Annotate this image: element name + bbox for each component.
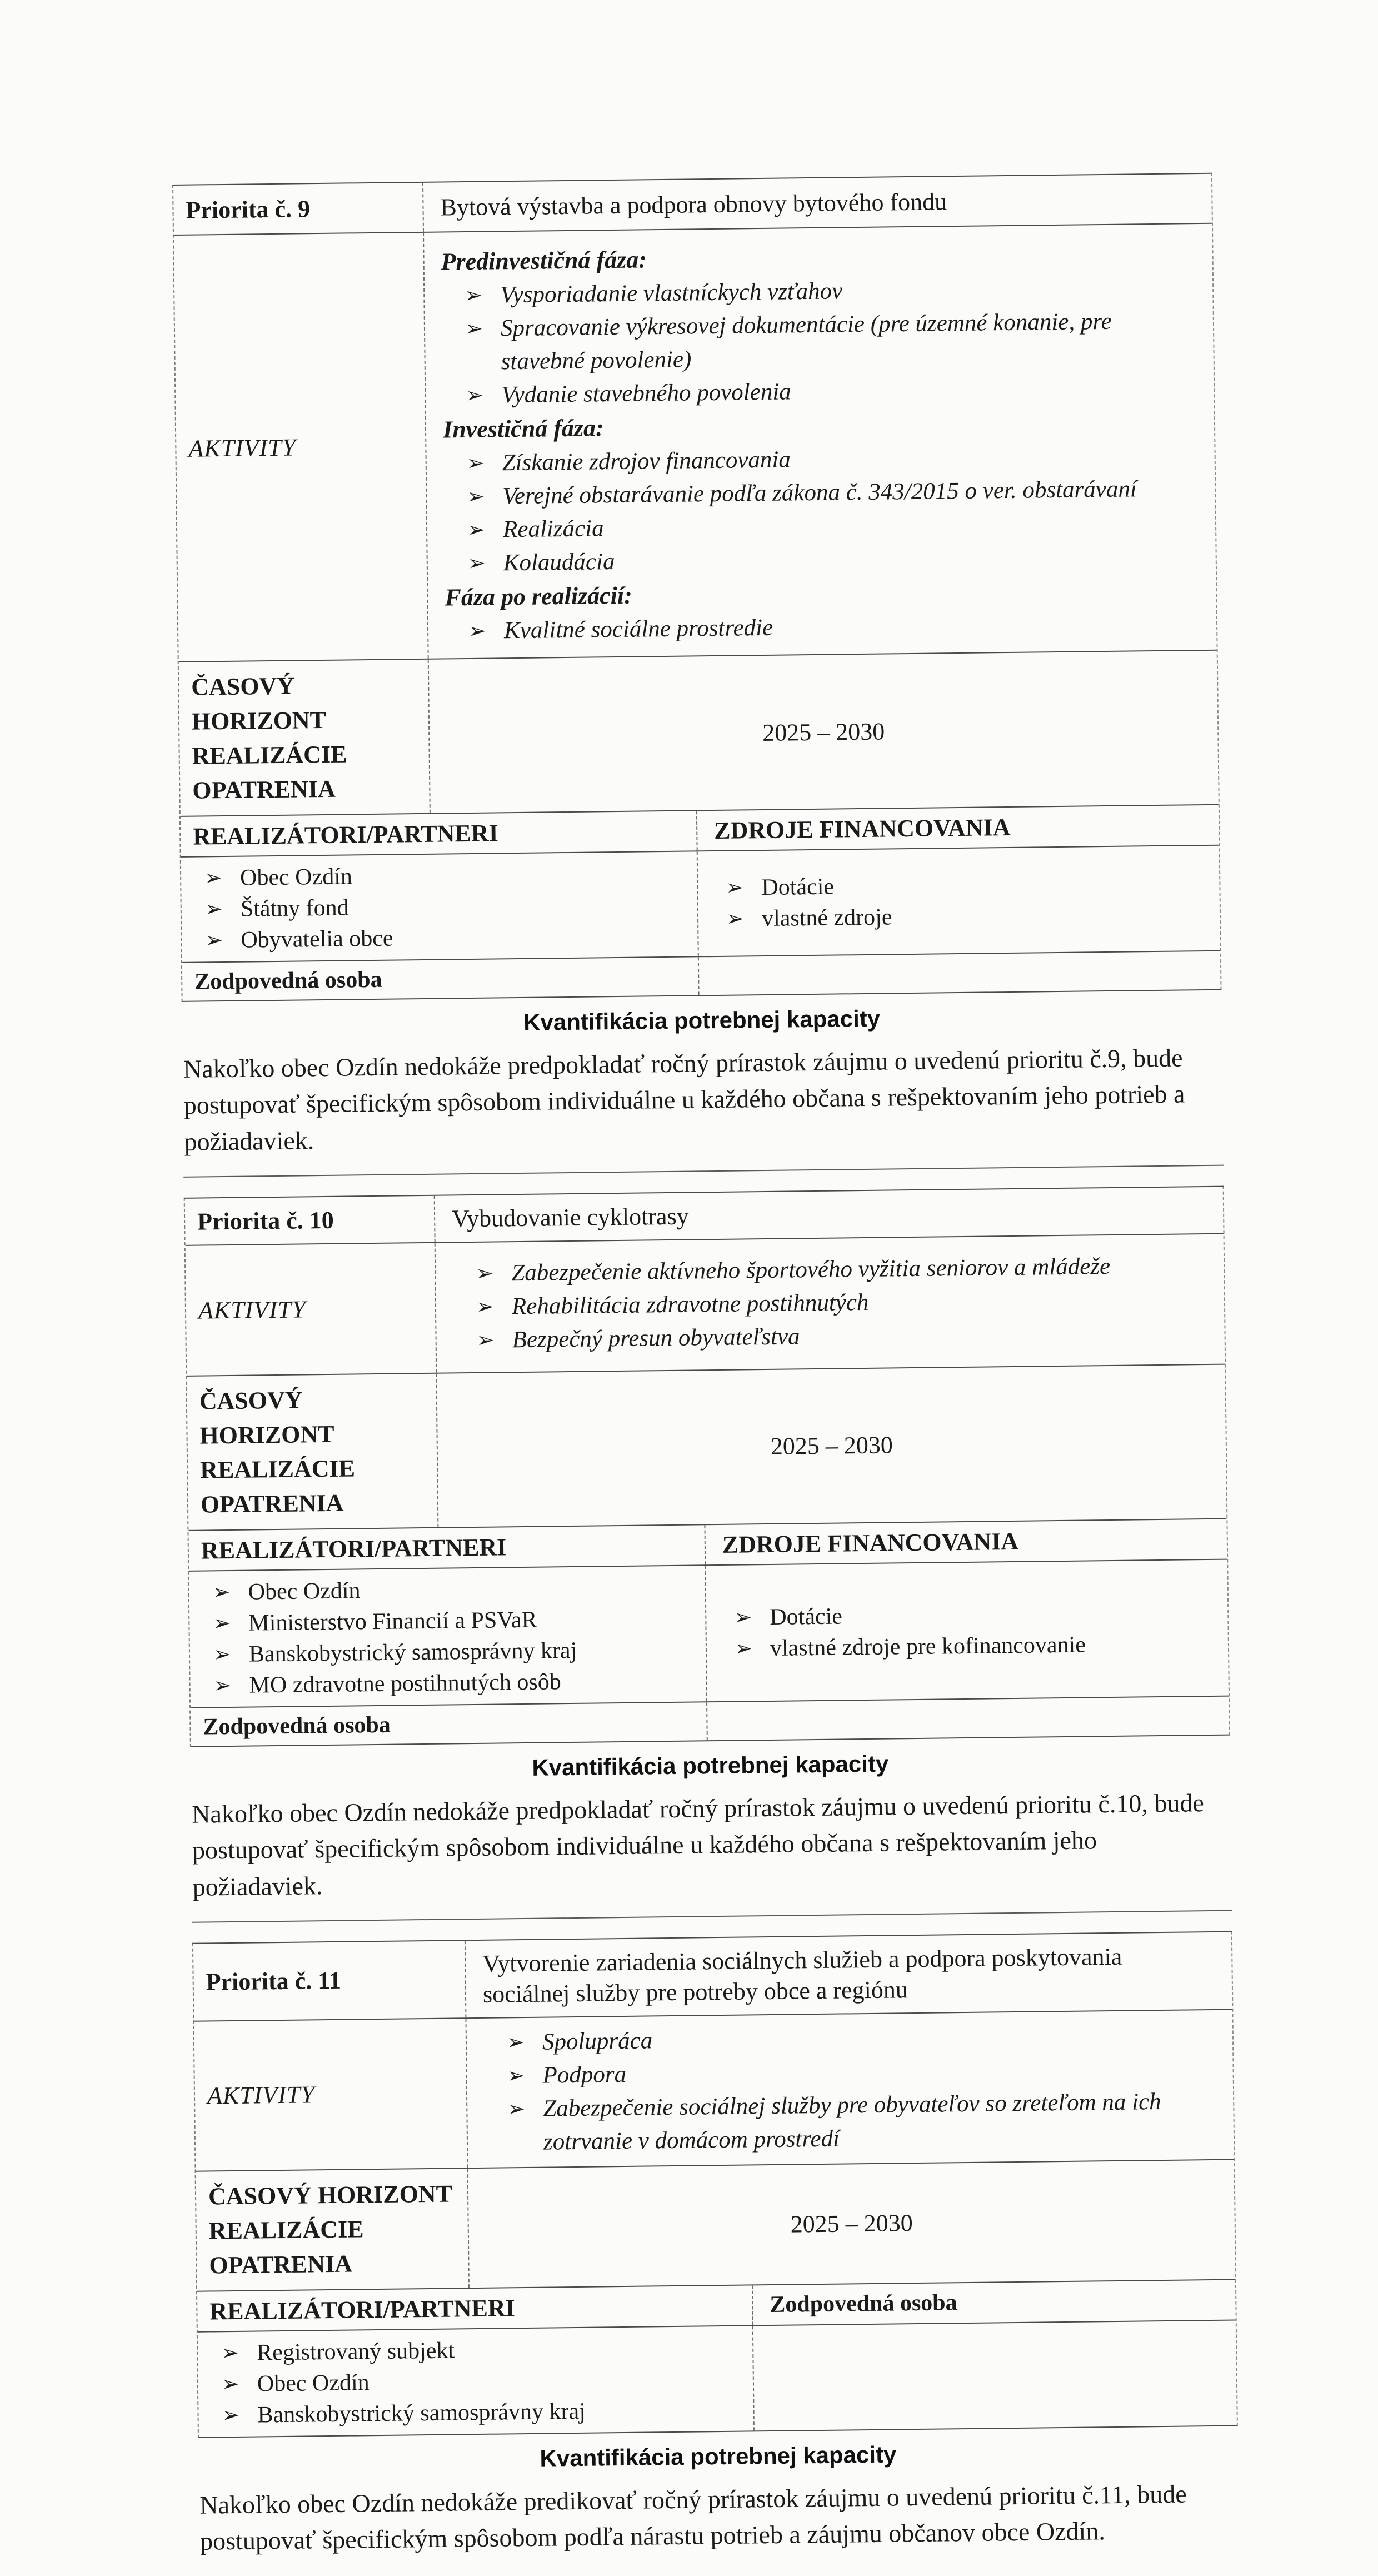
list-item-text: Vysporiadanie vlastníckych vzťahov (500, 278, 843, 308)
arrow-bullet-icon: ➢ (204, 866, 223, 890)
arrow-bullet-icon: ➢ (476, 1296, 495, 1319)
activities-label-cell (174, 233, 429, 661)
list-item-text: Ministerstvo Financií a PSVaR (248, 1607, 537, 1636)
priority-title: Vytvorenie zariadenia sociálnych služieb a podpora poskytovania sociálnej služby pre potreby obce a regiónu (482, 1942, 1122, 2008)
activities-row (194, 2009, 1234, 2170)
list-item-text: Podpora (542, 2061, 627, 2089)
activities-list (424, 224, 1217, 659)
list-item-text: Realizácia (502, 515, 604, 543)
activity-phase-heading: Fáza po realizácií: (445, 581, 633, 611)
arrow-bullet-icon: ➢ (205, 929, 223, 953)
time-horizon-value-cell (468, 2160, 1235, 2288)
partners-header: REALIZÁTORI/PARTNERI (201, 1533, 507, 1564)
list-item (442, 304, 1197, 379)
arrow-bullet-icon: ➢ (221, 2341, 239, 2365)
list-item-text: Vydanie stavebného povolenia (501, 378, 792, 408)
priority-9-table (172, 173, 1222, 1002)
arrow-bullet-icon: ➢ (506, 2030, 525, 2055)
arrow-bullet-icon: ➢ (476, 1262, 494, 1286)
list-item (202, 1665, 694, 1701)
list-item (715, 867, 1203, 904)
list-item (211, 2394, 741, 2431)
list-item (202, 1633, 694, 1670)
list-item-text: Obec Ozdín (239, 864, 353, 891)
partners-list (189, 1566, 707, 1707)
priority-title-cell (435, 1187, 1224, 1242)
partners-header-cell (188, 1525, 706, 1571)
list-item-text: Spolupráca (542, 2027, 653, 2055)
list-item-text: Registrovaný subjekt (257, 2338, 455, 2366)
arrow-bullet-icon: ➢ (466, 451, 485, 476)
scanned-document-page (172, 173, 1240, 2576)
list-item-text: Dotácie (770, 1603, 843, 1630)
arrow-bullet-icon: ➢ (507, 2097, 526, 2121)
partners-header: REALIZÁTORI/PARTNERI (193, 819, 498, 850)
arrow-bullet-icon: ➢ (726, 876, 744, 900)
priority-title: Vybudovanie cyklotrasy (451, 1202, 689, 1233)
arrow-bullet-icon: ➢ (222, 2403, 240, 2428)
funding-list (706, 1560, 1229, 1702)
arrow-bullet-icon: ➢ (726, 907, 745, 931)
responsible-person-label: Zodpovedná osoba (203, 1712, 391, 1740)
activities-label-cell (186, 1243, 437, 1376)
arrow-bullet-icon: ➢ (467, 518, 486, 542)
priority-label-cell (173, 183, 424, 235)
list-item (193, 858, 685, 894)
capacity-heading: Kvantifikácia potrebnej kapacity (532, 1750, 889, 1781)
responsible-person-label: Zodpovedná osoba (770, 2290, 957, 2318)
list-item-text: MO zdravotne postihnutých osôb (249, 1669, 561, 1698)
list-item-text: Banskobystrický samosprávny kraj (248, 1637, 577, 1667)
partners-funding-list-row (181, 845, 1220, 962)
partners-header-cell (181, 811, 698, 856)
priority-11-table (192, 1931, 1238, 2438)
partners-funding-list-row (189, 1559, 1229, 1707)
priority-label: Priorita č. 9 (186, 195, 311, 224)
priority-10-table (184, 1186, 1230, 1747)
activities-label-cell (194, 2019, 468, 2171)
arrow-bullet-icon: ➢ (734, 1606, 752, 1630)
activities-label: AKTIVITY (198, 1296, 307, 1324)
responsible-person-cell (191, 1702, 708, 1746)
responsible-header-cell (753, 2280, 1236, 2325)
time-horizon-label-cell (187, 1374, 438, 1530)
funding-list (698, 846, 1220, 956)
arrow-bullet-icon: ➢ (221, 2372, 239, 2396)
priority-row (193, 1932, 1232, 2020)
priority-title: Bytová výstavba a podpora obnovy bytového fondu (440, 187, 947, 221)
partners-list (181, 851, 699, 962)
responsible-person-cell (182, 957, 700, 1001)
list-item-text: Štátny fond (240, 895, 349, 922)
time-horizon-row (196, 2159, 1235, 2290)
time-horizon-value: 2025 – 2030 (770, 1431, 893, 1461)
activities-label: AKTIVITY (188, 433, 297, 462)
responsible-value-cell (753, 2320, 1237, 2430)
capacity-paragraph: Nakoľko obec Ozdín nedokáže predikovať ročný prírastok záujmu o uvedenú prioritu č.11, bude postupovať špecifickým spôsobom podľa nárastu potrieb a záujmu občanov obce Ozdín. (199, 2479, 1187, 2555)
time-horizon-row (179, 650, 1219, 816)
list-item-text: Zabezpečenie sociálnej služby pre obyvateľov so zreteľom na ich zotrvanie v domácom prostredí (543, 2088, 1161, 2155)
time-horizon-row (187, 1364, 1226, 1530)
list-item-text: Zabezpečenie aktívneho športového vyžitia seniorov a mládeže (511, 1253, 1111, 1287)
activities-list (466, 2010, 1234, 2168)
arrow-bullet-icon: ➢ (466, 383, 484, 408)
activity-phase-heading: Predinvestičná fáza: (441, 246, 647, 276)
list-item-text: Bezpečný presun obyvateľstva (512, 1323, 800, 1353)
priority-label: Priorita č. 10 (197, 1206, 334, 1235)
priority-title-cell (423, 174, 1212, 232)
arrow-bullet-icon: ➢ (213, 1642, 232, 1667)
activities-row (174, 223, 1217, 661)
list-item (484, 2085, 1217, 2160)
priority-title-cell (466, 1932, 1232, 2017)
list-item-text: Verejné obstarávanie podľa zákona č. 343/2015 o ver. obstarávaní (502, 476, 1137, 510)
list-item-text: vlastné zdroje (761, 904, 892, 932)
time-horizon-value: 2025 – 2030 (762, 718, 885, 746)
arrow-bullet-icon: ➢ (507, 2064, 525, 2088)
arrow-bullet-icon: ➢ (212, 1580, 231, 1605)
capacity-heading: Kvantifikácia potrebnej kapacity (523, 1005, 881, 1035)
capacity-paragraph: Nakoľko obec Ozdín nedokáže predpokladať ročný prírastok záujmu o uvedenú prioritu č.10, bude postupovať špecifickým spôsobom individuálne u každého občana s rešpektovaním jeho požiadaviek. (191, 1788, 1204, 1901)
funding-header: ZDROJE FINANCOVANIA (722, 1527, 1019, 1558)
partners-list-row (198, 2319, 1237, 2437)
list-item (202, 1602, 693, 1639)
list-item-text: Obec Ozdín (257, 2370, 370, 2397)
list-item-text: Rehabilitácia zdravotne postihnutých (511, 1289, 869, 1320)
capacity-paragraph: Nakoľko obec Ozdín nedokáže predpokladať ročný prírastok záujmu o uvedenú prioritu č.9, bude postupovať špecifickým spôsobom individuálne u každého občana s rešpektovaním jeho potrieb a požiadaviek. (183, 1043, 1185, 1156)
list-item-text: Kolaudácia (503, 549, 615, 576)
capacity-section-11 (198, 2426, 1240, 2576)
time-horizon-value-cell (429, 651, 1219, 813)
time-horizon-label: ČASOVÝ HORIZONT REALIZÁCIE OPATRENIA (208, 2180, 453, 2279)
responsible-person-value-cell (707, 1697, 1229, 1741)
funding-header: ZDROJE FINANCOVANIA (713, 813, 1011, 845)
arrow-bullet-icon: ➢ (734, 1637, 753, 1661)
activity-phase-heading: Investičná fáza: (442, 414, 604, 444)
list-item-text: Banskobystrický samosprávny kraj (257, 2398, 586, 2428)
arrow-bullet-icon: ➢ (476, 1328, 495, 1353)
list-item-text: Obyvatelia obce (241, 925, 393, 953)
activities-list (436, 1234, 1225, 1373)
arrow-bullet-icon: ➢ (204, 898, 223, 921)
arrow-bullet-icon: ➢ (467, 551, 486, 576)
priority-label-cell (193, 1941, 467, 2021)
time-horizon-value-cell (437, 1365, 1226, 1527)
activities-label: AKTIVITY (207, 2081, 316, 2110)
priority-label: Priorita č. 11 (206, 1967, 342, 1996)
list-item-text: vlastné zdroje pre kofinancovanie (770, 1632, 1086, 1661)
time-horizon-label-cell (179, 660, 431, 816)
list-item (193, 889, 685, 925)
funding-header-cell (705, 1519, 1227, 1565)
partners-header: REALIZÁTORI/PARTNERI (209, 2294, 516, 2325)
arrow-bullet-icon: ➢ (213, 1673, 232, 1698)
activities-row (186, 1233, 1225, 1376)
time-horizon-value: 2025 – 2030 (790, 2209, 913, 2238)
partners-header-cell (197, 2285, 753, 2331)
list-item (715, 898, 1204, 935)
responsible-person-value-cell (699, 951, 1221, 995)
time-horizon-label: ČASOVÝ HORIZONT REALIZÁCIE OPATRENIA (199, 1386, 356, 1518)
arrow-bullet-icon: ➢ (465, 317, 483, 341)
priority-label-cell (185, 1196, 436, 1245)
list-item (201, 1571, 693, 1608)
arrow-bullet-icon: ➢ (468, 619, 487, 644)
arrow-bullet-icon: ➢ (213, 1611, 231, 1636)
arrow-bullet-icon: ➢ (467, 485, 485, 509)
list-item-text: Získanie zdrojov financovania (502, 446, 791, 476)
capacity-section-9 (182, 990, 1224, 1178)
responsible-person-label: Zodpovedná osoba (194, 966, 382, 995)
list-item-text: Obec Ozdín (248, 1578, 361, 1605)
list-item (194, 920, 686, 956)
list-item (723, 1628, 1212, 1665)
funding-header-cell (697, 805, 1219, 851)
partners-list (198, 2326, 755, 2437)
capacity-section-10 (190, 1736, 1232, 1923)
list-item-text: Spracovanie výkresovej dokumentácie (pre územné konanie, pre stavebné povolenie) (500, 308, 1112, 375)
time-horizon-label-cell (196, 2169, 470, 2291)
list-item-text: Kvalitné sociálne prostredie (503, 614, 773, 644)
time-horizon-label: ČASOVÝ HORIZONT REALIZÁCIE OPATRENIA (191, 672, 347, 804)
list-item (723, 1597, 1211, 1633)
capacity-heading: Kvantifikácia potrebnej kapacity (540, 2441, 897, 2472)
list-item-text: Dotácie (761, 874, 835, 901)
arrow-bullet-icon: ➢ (465, 283, 483, 308)
